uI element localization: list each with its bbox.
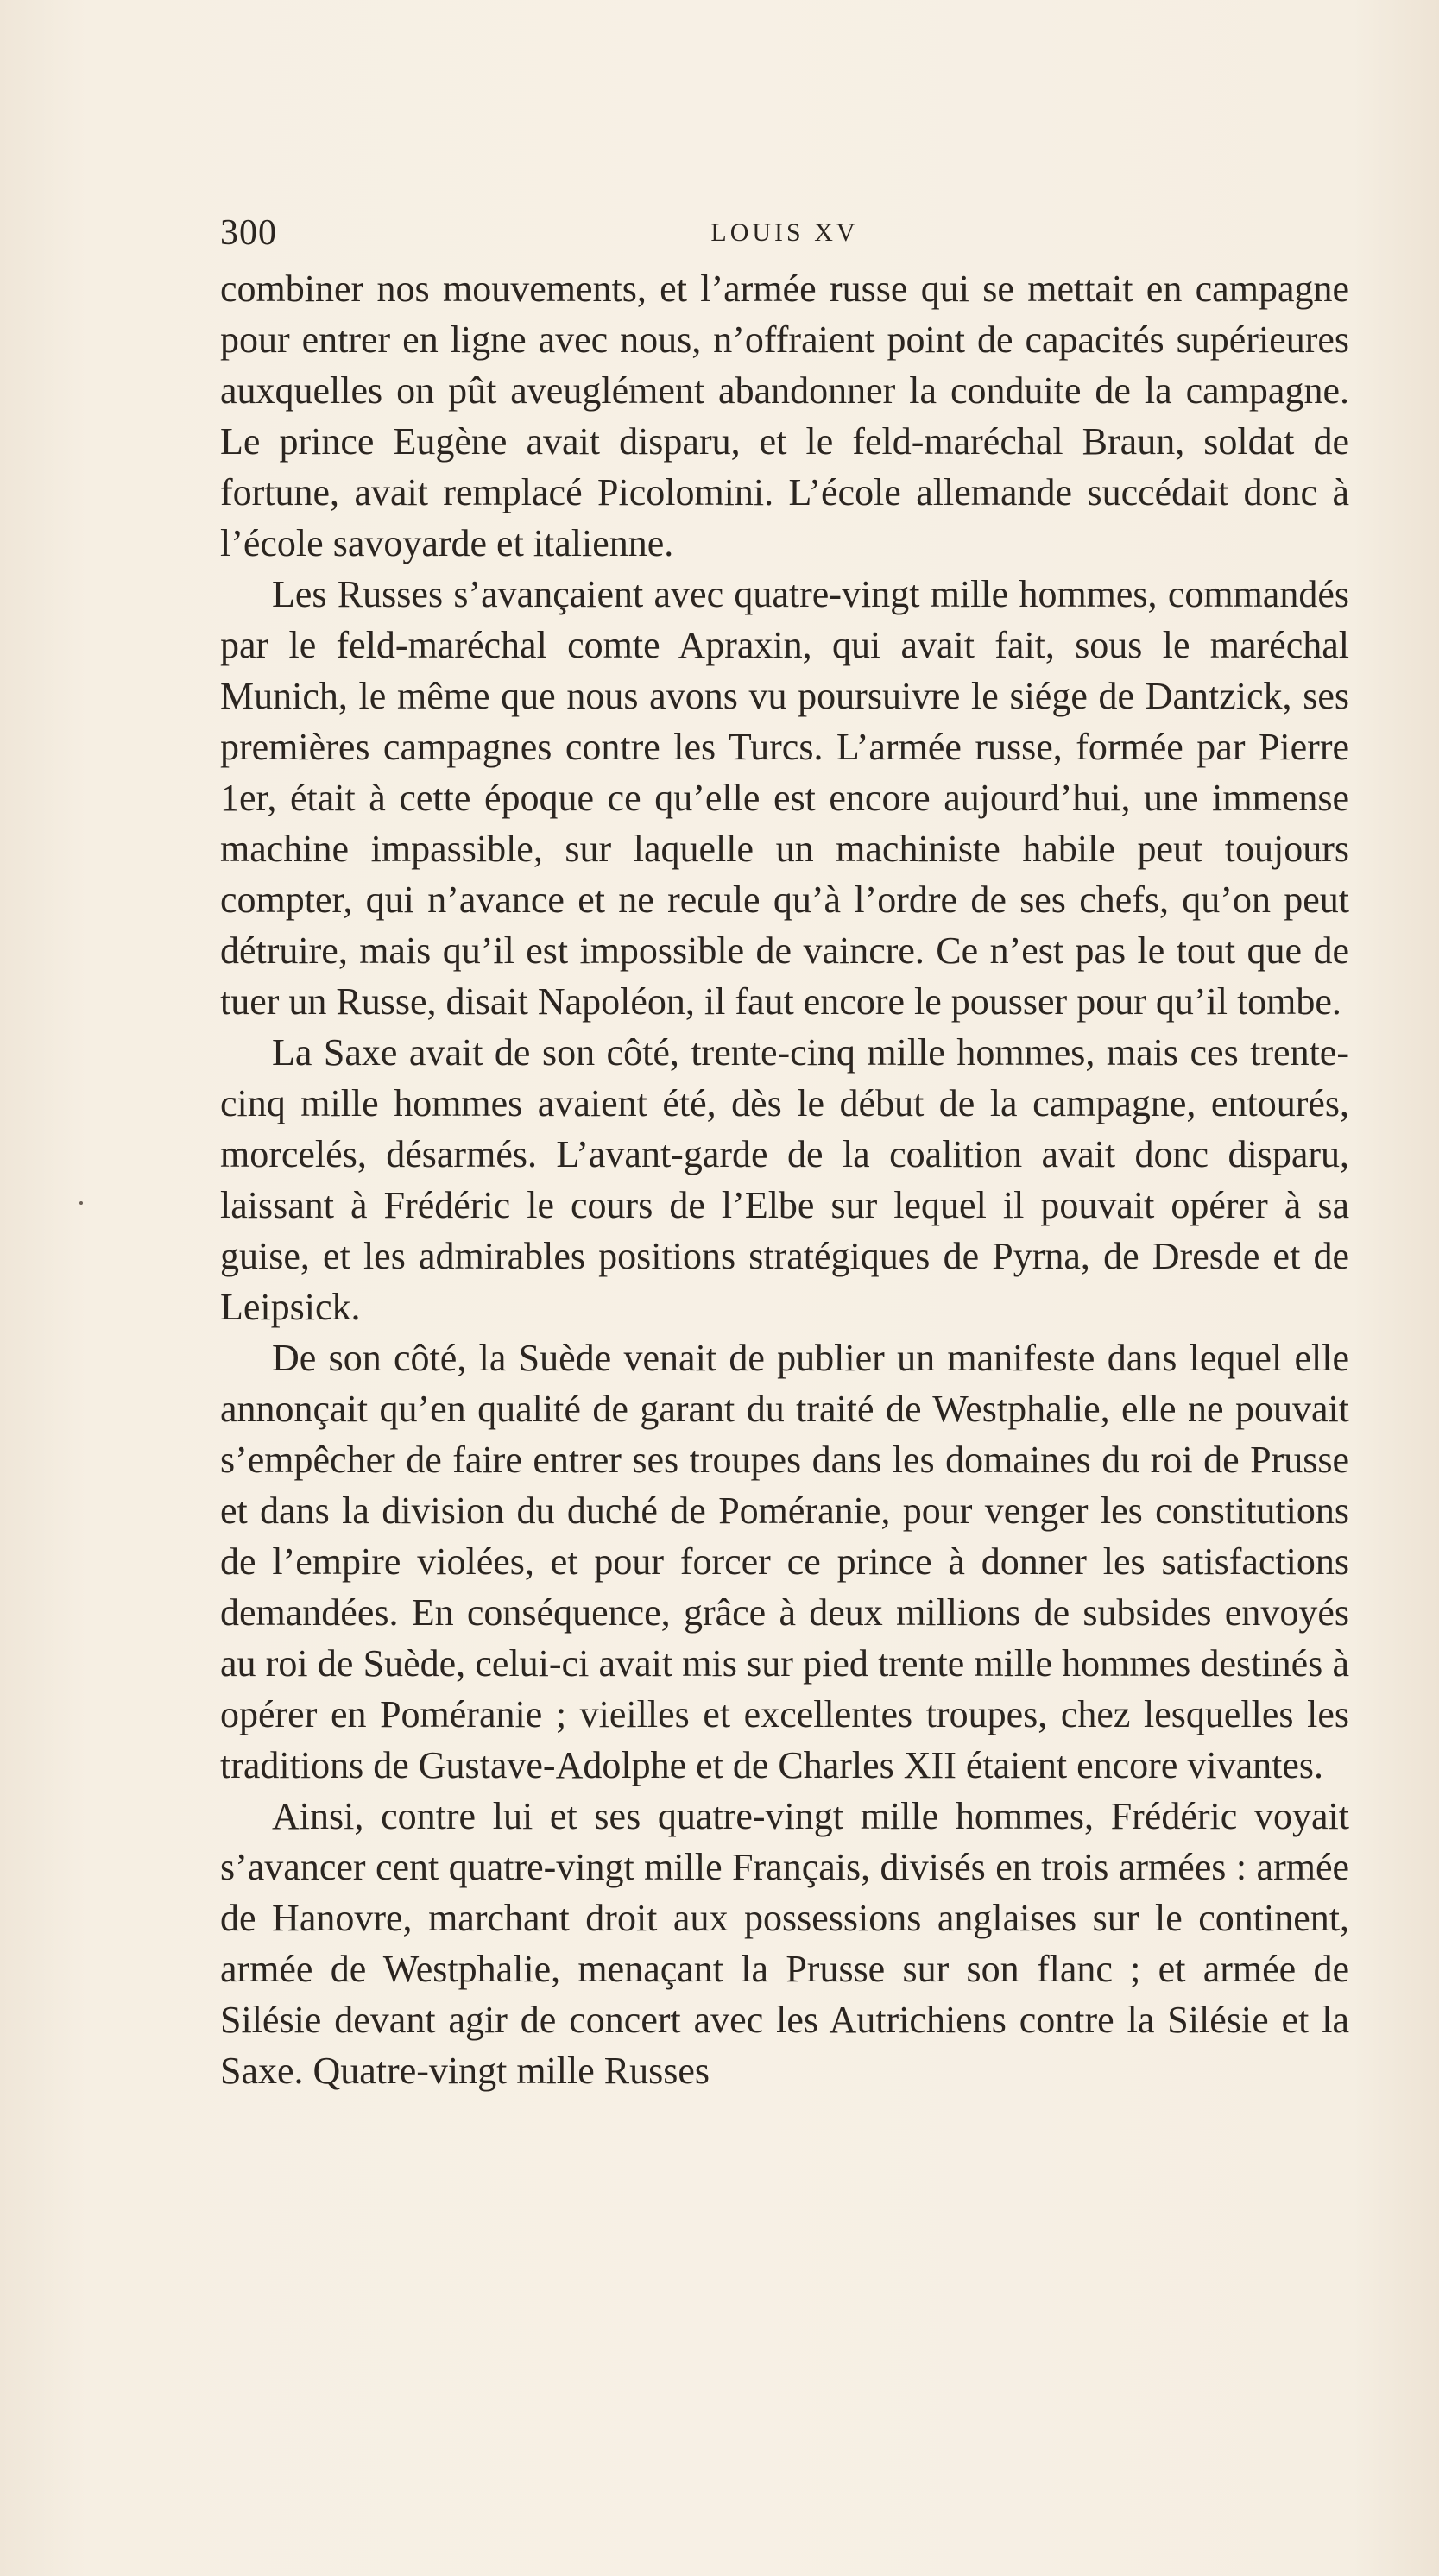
body-text bbox=[220, 263, 1349, 2096]
paragraph: Les Russes s’avançaient avec quatre-vingt mille hommes, commandés par le feld-maréchal comte Apraxin, qui avait fait, sous le maréchal Munich, le même que nous avons vu poursuivre le siége de Dantzick, ses premières campagnes contre les Turcs. L’armée russe, formée par Pierre 1er, était à cette époque ce qu’elle est encore aujourd’hui, une immense machine impassible, sur laquelle un machiniste habile peut toujours compter, qui n’avance et ne recule qu’à l’ordre de ses chefs, qu’on peut détruire, mais qu’il est impossible de vaincre. Ce n’est pas le tout que de tuer un Russe, disait Napoléon, il faut encore le pousser pour qu’il tombe. bbox=[220, 573, 1349, 1023]
running-title: LOUIS XV bbox=[710, 218, 859, 247]
paragraph: Ainsi, contre lui et ses quatre-vingt mille hommes, Frédéric voyait s’avancer cent quatre-vingt mille Français, divisés en trois armées : armée de Hanovre, marchant droit aux possessions anglaises sur le continent, armée de Westphalie, menaçant la Prusse sur son flanc ; et armée de Silésie devant agir de concert avec les Autrichiens contre la Silésie et la Saxe. Quatre-vingt mille Russes bbox=[220, 1795, 1349, 2092]
paragraph: De son côté, la Suède venait de publier un manifeste dans lequel elle annonçait qu’en qualité de garant du traité de Westphalie, elle ne pouvait s’empêcher de faire entrer ses troupes dans les domaines du roi de Prusse et dans la division du duché de Poméranie, pour venger les constitutions de l’empire violées, et pour forcer ce prince à donner les satisfactions demandées. En conséquence, grâce à deux millions de subsides envoyés au roi de Suède, celui-ci avait mis sur pied trente mille hommes destinés à opérer en Poméranie ; vieilles et excellentes troupes, chez lesquelles les traditions de Gustave-Adolphe et de Charles XII étaient encore vivantes. bbox=[220, 1337, 1349, 1786]
paragraph: La Saxe avait de son côté, trente-cinq mille hommes, mais ces trente-cinq mille hommes avaient été, dès le début de la campagne, entourés, morcelés, désarmés. L’avant-garde de la coalition avait donc disparu, laissant à Frédéric le cours de l’Elbe sur lequel il pouvait opérer à sa guise, et les admirables positions stratégiques de Pyrna, de Dresde et de Leipsick. bbox=[220, 1031, 1349, 1328]
page-header bbox=[220, 207, 1349, 259]
ink-speck bbox=[79, 1201, 83, 1205]
page-number: 300 bbox=[220, 213, 277, 253]
paragraph-continuation: combiner nos mouvements, et l’armée russe qui se mettait en campagne pour entrer en ligne avec nous, n’offraient point de capacités supérieures auxquelles on pût aveuglément abandonner la conduite de la campagne. Le prince Eugène avait disparu, et le feld-maréchal Braun, soldat de fortune, avait remplacé Picolomini. L’école allemande succédait donc à l’école savoyarde et italienne. bbox=[220, 268, 1349, 564]
